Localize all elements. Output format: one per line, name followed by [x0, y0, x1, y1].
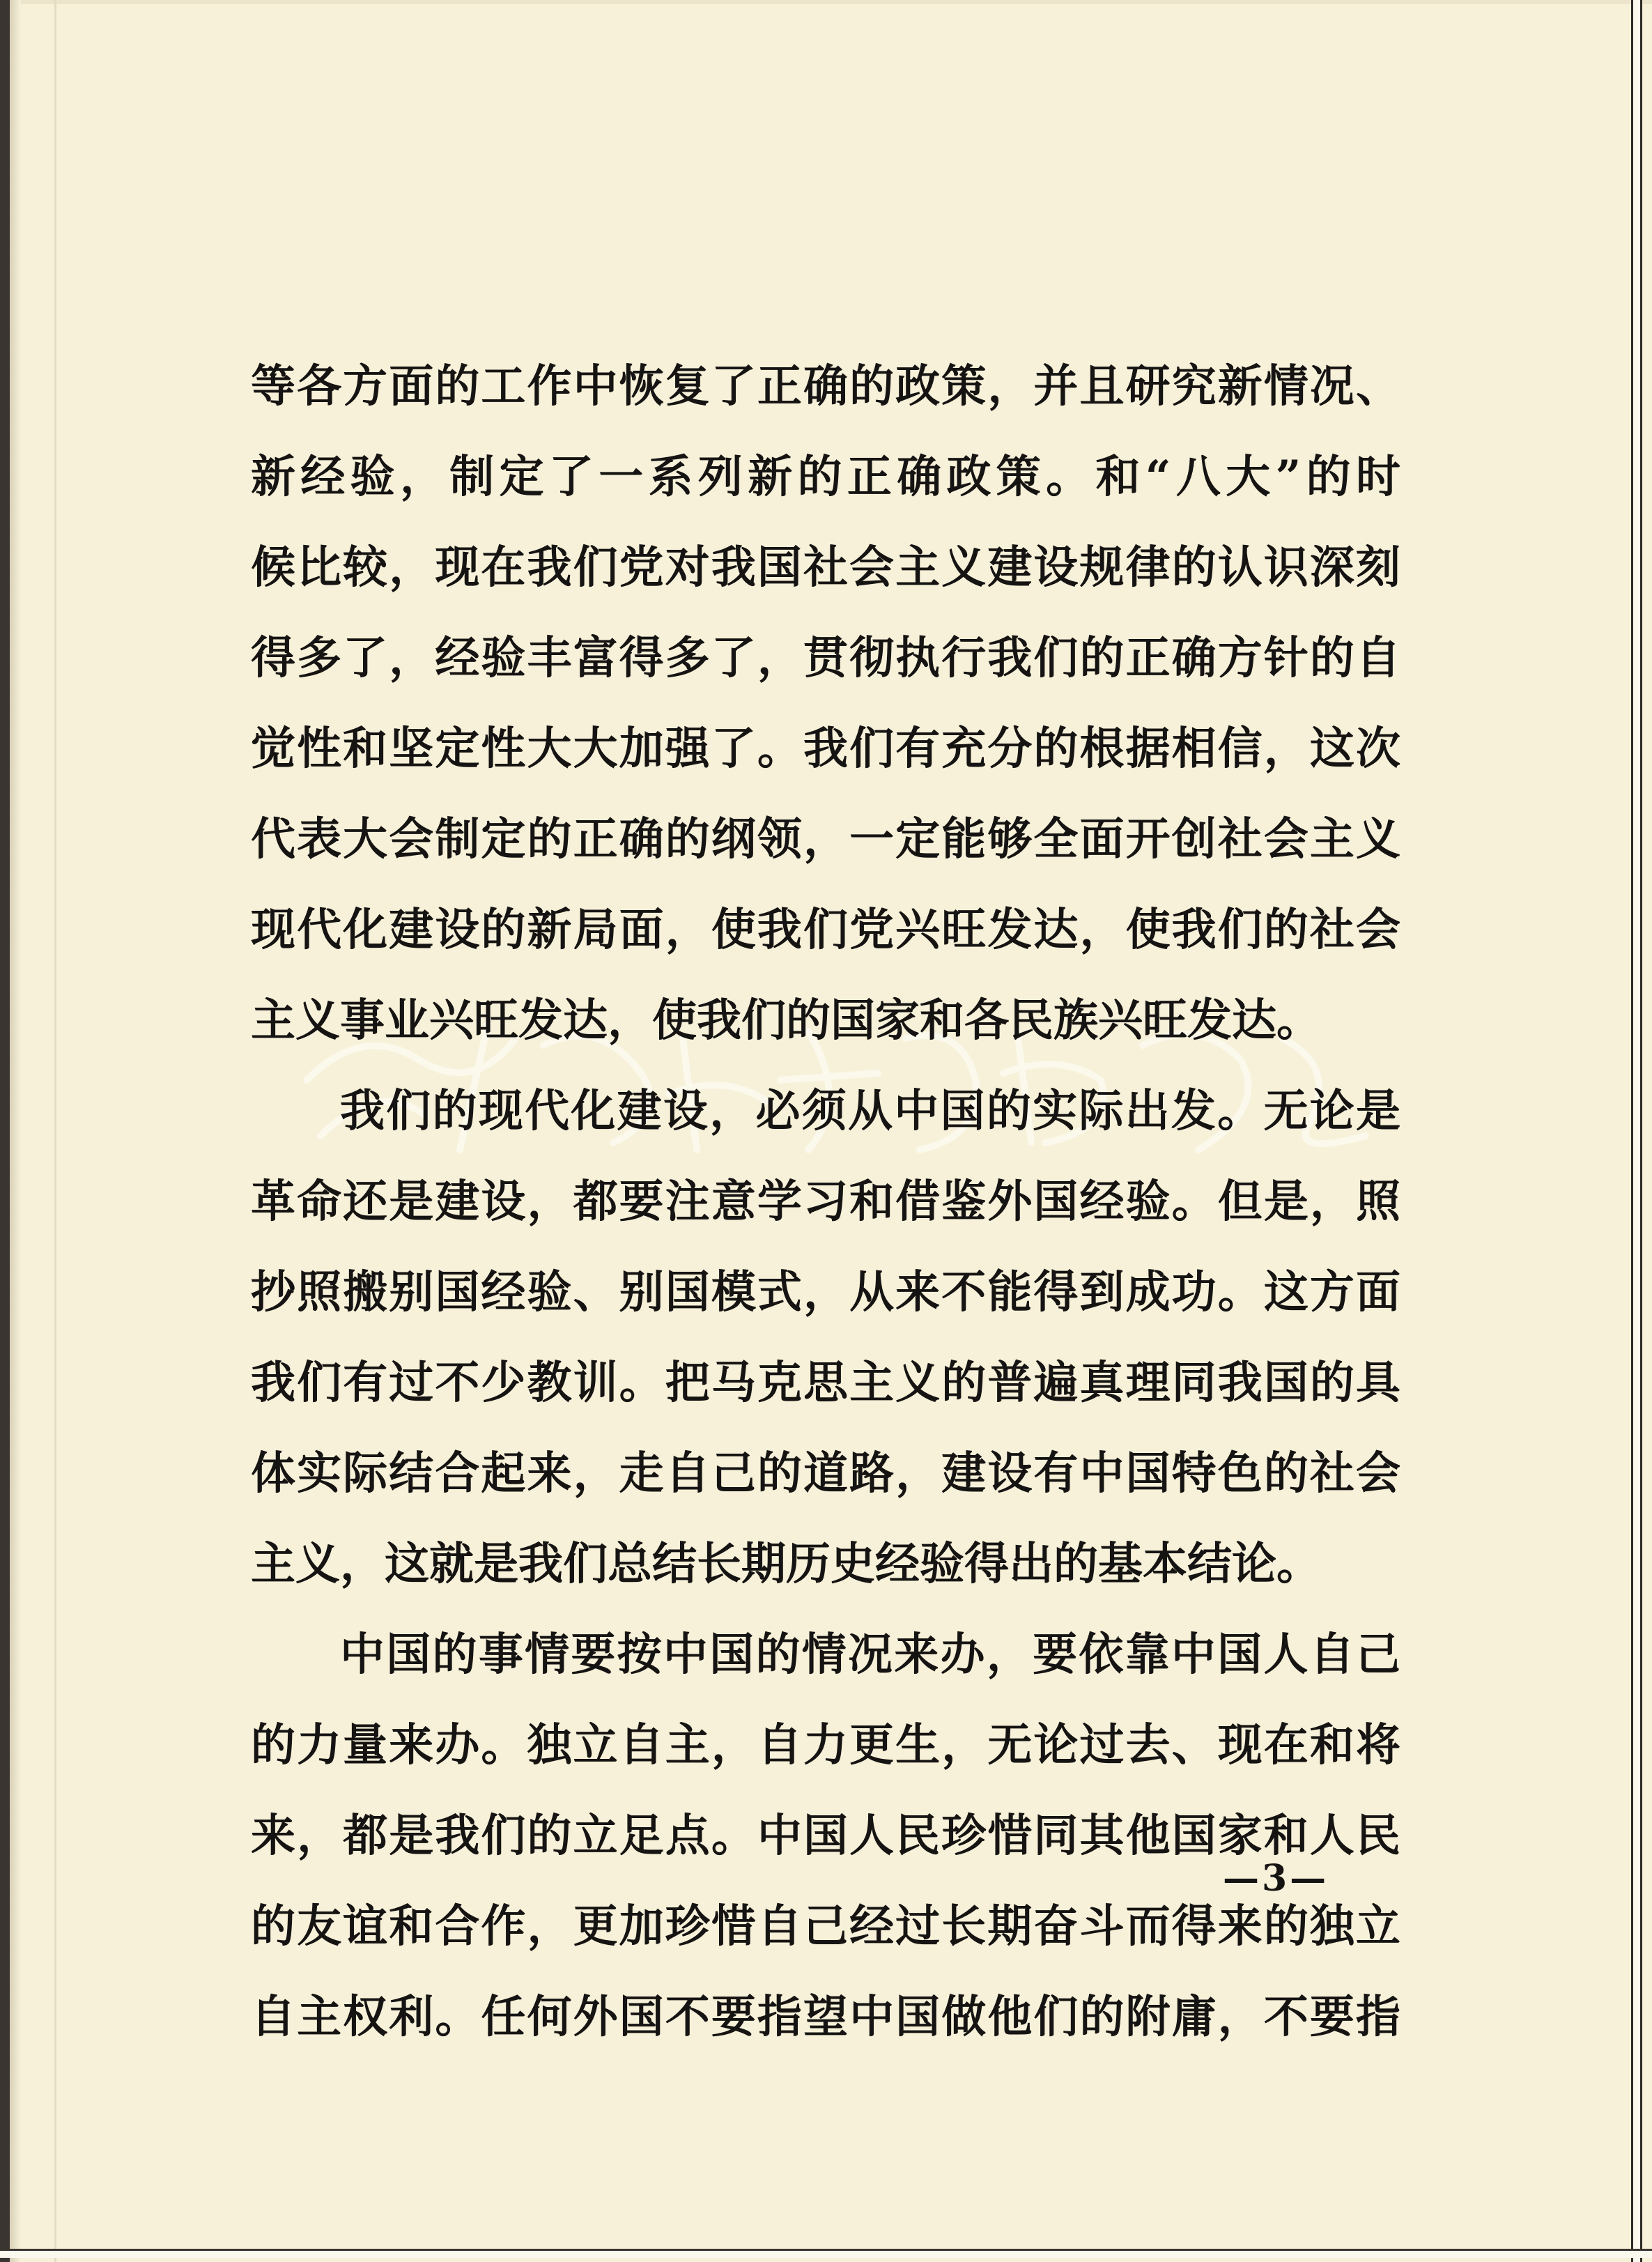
text-line: 的力量来办。独立自主，自力更生，无论过去、现在和将: [251, 1719, 1400, 1771]
text-line: 代表大会制定的正确的纲领，一定能够全面开创社会主义: [251, 813, 1400, 865]
text-line: 得多了，经验丰富得多了，贯彻执行我们的正确方针的自: [251, 632, 1400, 684]
page-right-edge: [1631, 0, 1642, 2262]
text-line: 抄照搬别国经验、别国模式，从来不能得到成功。这方面: [251, 1266, 1400, 1318]
page-number: —3—: [1223, 1857, 1329, 1900]
text-line: 的友谊和合作，更加珍惜自己经过长期奋斗而得来的独立: [251, 1900, 1400, 1953]
text-line: 等各方面的工作中恢复了正确的政策，并且研究新情况、: [251, 360, 1400, 413]
text-line: 革命还是建设，都要注意学习和借鉴外国经验。但是，照: [251, 1176, 1400, 1228]
text-line: 来，都是我们的立足点。中国人民珍惜同其他国家和人民: [251, 1810, 1400, 1862]
text-line: 新经验，制定了一系列新的正确政策。和“八大”的时: [251, 451, 1400, 503]
paragraph-first-line: 中国的事情要按中国的情况来办，要依靠中国人自己: [340, 1629, 1400, 1681]
binding-strip: [0, 0, 10, 2262]
binding-shadow: [10, 0, 21, 2262]
fold-line: [54, 0, 56, 2262]
text-line: 体实际结合起来，走自己的道路，建设有中国特色的社会: [251, 1447, 1400, 1500]
text-line: 我们有过不少教训。把马克思主义的普遍真理同我国的具: [251, 1357, 1400, 1409]
text-line: 自主权利。任何外国不要指望中国做他们的附庸，不要指: [251, 1991, 1400, 2043]
body-text: [251, 341, 1400, 2063]
paragraph-first-line: 我们的现代化建设，必须从中国的实际出发。无论是: [340, 1085, 1400, 1137]
text-line: 觉性和坚定性大大加强了。我们有充分的根据相信，这次: [251, 723, 1400, 775]
text-line: 候比较，现在我们党对我国社会主义建设规律的认识深刻: [251, 541, 1400, 594]
text-line: 现代化建设的新局面，使我们党兴旺发达，使我们的社会: [251, 904, 1400, 956]
text-line: 主义事业兴旺发达，使我们的国家和各民族兴旺发达。: [251, 994, 1321, 1047]
page-bottom-edge: [0, 2249, 1652, 2258]
text-line: 主义，这就是我们总结长期历史经验得出的基本结论。: [251, 1538, 1321, 1590]
page-top-edge: [0, 0, 1652, 4]
